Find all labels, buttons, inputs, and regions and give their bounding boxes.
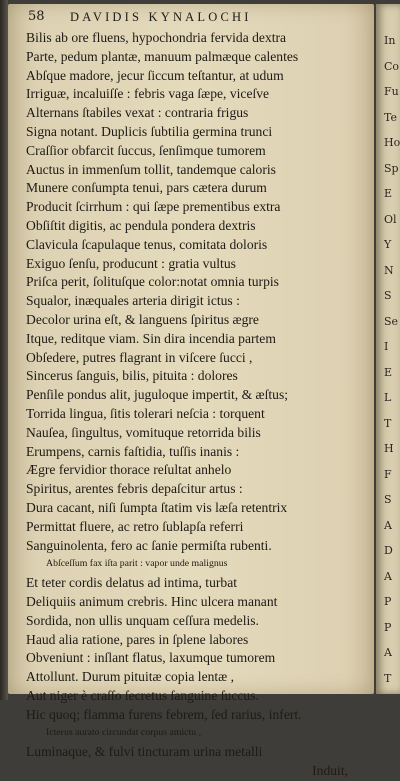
text-line: Obſedere, putres flagrant in viſcere ſucci , [26,349,253,365]
text-line: Craſſior obfarcit ſuccus, ſenſimque tumorem [26,142,266,158]
next-page-fragment: P [384,620,392,634]
text-line: Ægre fervidior thorace reſultat anhelo [26,462,232,478]
adjacent-page-edge [376,4,400,694]
text-line: Sanguinolenta, fero ac ſanie permiſta rubenti. [26,537,272,553]
next-page-fragment: T [384,416,392,430]
text-line: Spiritus, arentes febris depaſcitur artus : [26,481,243,497]
text-line: Permittat fluere, ac retro ſublapſa referri [26,518,244,534]
next-page-fragment: S [384,289,392,302]
text-line: Priſca perit, ſolituſque color:notat omnia turpis [26,274,279,290]
next-page-fragment: Ol [384,212,397,226]
text-line: Nauſea, ſingultus, vomituque retorrida bilis [26,424,261,440]
text-line: Hic quoq; flamma furens febrem, ſed rarius, infert. [26,706,302,722]
next-page-fragment: P [384,595,392,608]
text-line: Exiguo ſenſu, producunt : gratia vultus [26,255,236,271]
next-page-fragment: A [384,569,392,583]
next-page-fragment: N [384,263,394,277]
text-line: Aut niger è craſſo ſecretus ſanguine ſuccus. [26,687,259,703]
text-line: Dura cacant, niſi ſumpta ſtatim vis læſa retentrix [26,499,288,515]
text-line: Munere conſumpta tenui, pars cætera durum [26,180,267,196]
text-line: Itque, reditque viam. Sin dira incendia partem [26,330,276,346]
running-header [28,9,368,29]
next-page-fragment: I [384,340,389,353]
next-page-fragment: F [384,467,392,481]
text-line: Alternans ſtabiles vexat : contraria frigus [26,105,249,121]
next-page-fragment: Fu [384,85,399,98]
text-line: Signa notant. Duplicis ſubtilia germina trunci [26,123,273,139]
next-page-fragment: S [384,493,392,506]
text-line: Abſque madore, jecur ſiccum teſtantur, at udum [26,67,284,83]
next-page-fragment: D [384,544,393,557]
running-title: DAVIDIS KYNALOCHI [70,10,252,24]
text-line: Obveniunt : inſlant flatus, laxumque tumorem [26,650,276,666]
text-line: Deliquiis animum crebris. Hinc ulcera manant [26,593,278,609]
text-line: Irriguæ, incaluiſſe : febris vaga ſæpe, viceſve [26,86,270,102]
next-page-fragment: Sp [384,161,399,175]
text-line: Producit ſcirrhum : qui ſæpe prementibus extra [26,199,281,215]
text-line: Et teter cordis delatus ad intima, turbat [26,575,238,591]
text-line: Bilis ab ore fluens, hypochondria fervida dextra [26,30,287,45]
text-line: Auctus in immenſum tollit, tandemque caloris [26,161,276,177]
text-line: Clavicula ſcapulaque tenus, comitata doloris [26,236,268,252]
text-line: Abſceſſum fax iſta parit : vapor unde malignus [46,558,228,570]
text-line: Squalor, inæquales arteria dirigit ictus : [26,293,240,309]
next-page-fragment: Te [384,110,397,124]
next-page-fragment: A [384,646,392,659]
left-gutter [0,0,8,700]
text-line: Attollunt. Durum pituitæ copia lentæ , [26,669,235,685]
poem-text-block [26,29,370,781]
text-line: Icterus aurato circundat corpus amictu , [46,727,202,739]
text-line: Obſiſtit digitis, ac pendula pondera dextris [26,217,256,233]
text-line: Parte, pedum plantæ, manuum palmæque calentes [26,48,299,64]
next-page-fragment: A [384,518,392,532]
next-page-fragment: E [384,365,393,379]
text-line: Induit, [312,763,348,779]
text-line: Decolor urina eſt, & languens ſpiritus ægre [26,311,259,327]
next-page-fragment: H [384,442,394,455]
text-line: Haud alia ratione, pares in ſplene labores [26,631,249,647]
next-page-fragment: Co [384,59,400,73]
next-page-fragment: Y [384,238,392,251]
next-page-fragment: T [384,671,392,685]
next-page-fragment: L [384,391,392,404]
text-line: Penſile pondus alit, juguloque impertit, & æſtus; [26,387,289,403]
page-number: 58 [28,9,45,24]
text-line: Sordida, non ullis unquam ceſſura medelis. [26,612,259,628]
text-line: Erumpens, carnis faſtidia, tuſſis inanis : [26,443,240,459]
text-line: Sincerus ſanguis, bilis, pituita : dolores [26,368,238,384]
next-page-fragment: E [384,187,393,200]
next-page-fragment: Ho [384,136,400,149]
text-line: Torrida lingua, ſitis tolerari neſcia : torquent [26,405,265,421]
next-page-fragment: In [384,34,396,47]
next-page-fragment: Se [384,314,399,328]
text-line: Luminaque, & fulvi tincturam urina metalli [26,744,263,760]
